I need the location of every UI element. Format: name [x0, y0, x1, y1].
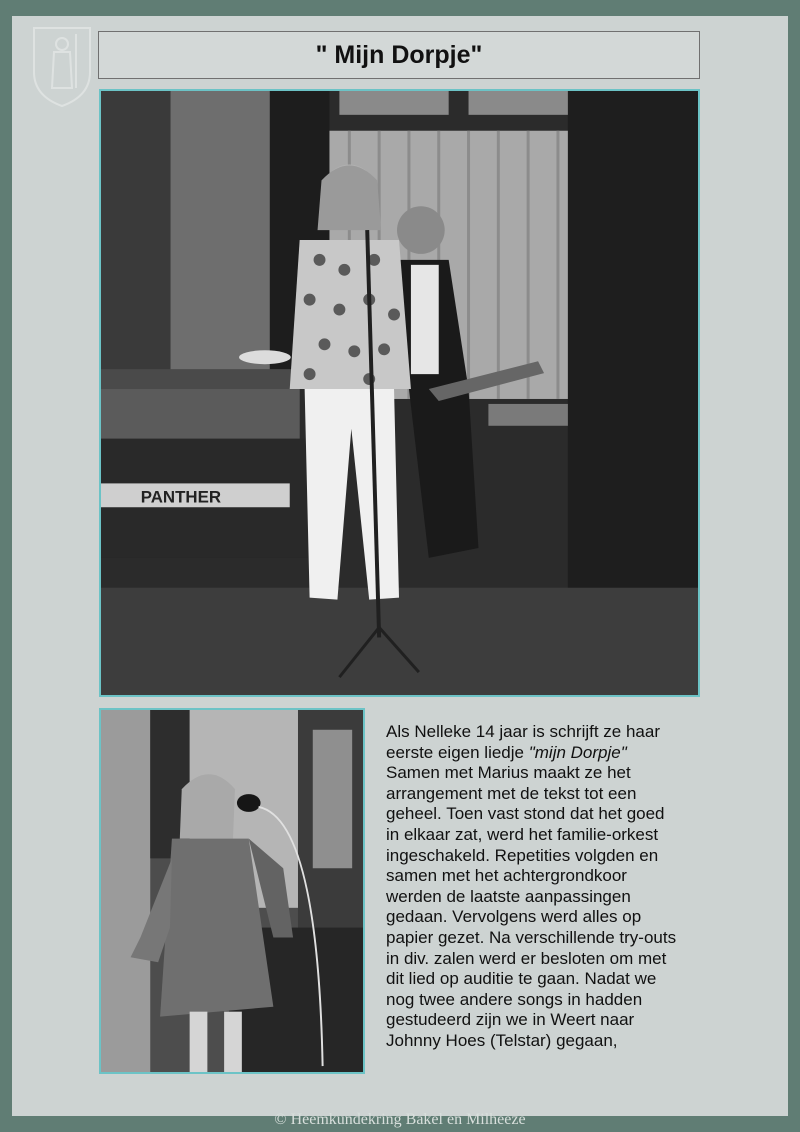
- article-line-11: papier gezet. Na verschillende try-outs: [386, 927, 677, 947]
- article-line-14: nog twee andere songs in hadden: [386, 989, 643, 1009]
- organ-brand-label: PANTHER: [140, 487, 222, 507]
- article-line-6: in elkaar zat, werd het familie-orkest: [386, 824, 659, 844]
- article-line-16: Johnny Hoes (Telstar) gegaan,: [386, 1030, 618, 1050]
- article-line-3: Samen met Marius maakt ze het: [386, 763, 631, 783]
- article-line-1: Als Nelleke 14 jaar is schrijft ze haar: [386, 722, 661, 741]
- article-line-8: samen met het achtergrondkoor: [386, 866, 627, 886]
- article-line-13: dit lied op auditie te gaan. Nadat we: [386, 969, 657, 989]
- song-title: "mijn Dorpje": [528, 742, 627, 762]
- article-text: [386, 722, 716, 1052]
- article-line-12: in div. zalen werd er besloten om met: [386, 948, 667, 968]
- copyright-footer: © Heemkundekring Bakel en Milheeze: [274, 1111, 526, 1128]
- article-line-2: [386, 743, 716, 764]
- article-line-10: gedaan. Vervolgens werd alles op: [386, 907, 642, 927]
- singer-microphone-photo: [99, 708, 365, 1074]
- heemkundekring-logo-icon: [26, 22, 98, 108]
- article-line-4: arrangement met de tekst tot een: [386, 783, 637, 803]
- page-title: " Mijn Dorpje": [315, 40, 483, 69]
- article-line-2-text: eerste eigen liedje: [386, 742, 529, 762]
- article-line-15: gestudeerd zijn we in Weert naar: [386, 1010, 635, 1030]
- stage-performance-photo: [99, 89, 700, 697]
- article-line-9: werden de laatste aanpassingen: [386, 886, 631, 906]
- article-line-7: ingeschakeld. Repetities volgden en: [386, 845, 659, 865]
- article-line-5: geheel. Toen vast stond dat het goed: [386, 804, 665, 824]
- page: [12, 16, 788, 1116]
- title-box: [98, 31, 700, 79]
